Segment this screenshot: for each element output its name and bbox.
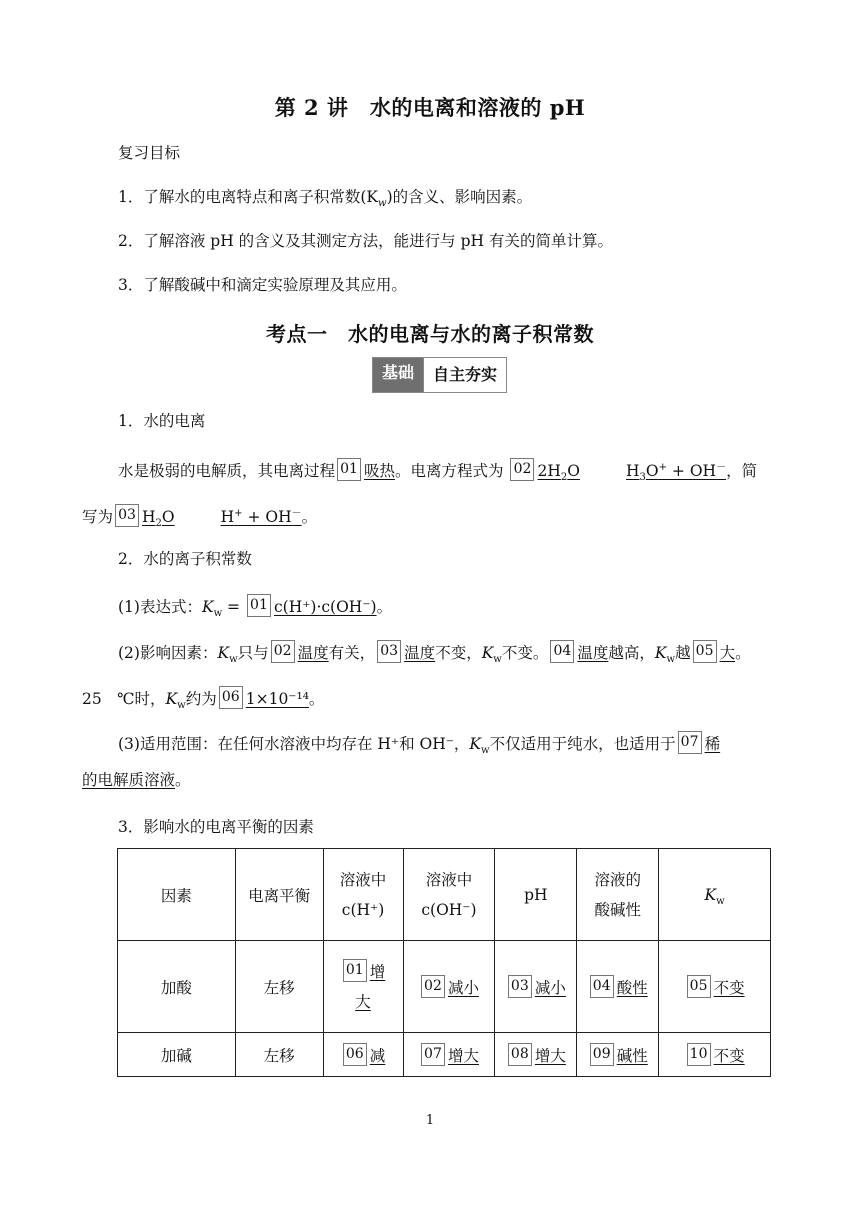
row-cell: 01 增 大 [323,941,403,1033]
goal-item-3: 3．了解酸碱中和滴定实验原理及其应用。 [118,276,407,294]
blank-number: 03 [377,640,401,663]
p2-value-25c: 25 ℃时，$K_w$约为 06 1×10⁻¹⁴。 [82,686,324,710]
row-cell: 02 减小 [403,941,495,1033]
section-badge [372,357,507,393]
section-title: 考点一 水的电离与水的离子积常数 [266,322,594,346]
row-equilibrium: 左移 [235,941,323,1033]
header-cell: 溶液的 酸碱性 [577,849,659,941]
row-factor: 加碱 [118,1033,236,1077]
p1-heading: 1．水的电离 [118,412,206,430]
header-cell: pH [495,849,577,941]
p1-line1: 水是极弱的电解质，其电离过程 01 吸热。电离方程式为 02 $2H_2O$ $H_3O^+ + OH^-$，简 [118,458,757,482]
blank-number: 01 [337,458,361,481]
p2-factors: (2)影响因素：$K_w$只与 02 温度有关， 03 温度不变，$K_w$不变。 04 温度越高，$K_w$越 05 大。 [118,640,751,664]
goal-item-1: 1．了解水的电离特点和离子积常数$(K_w)$的含义、影响因素。 [118,188,533,210]
header-cell: 因素 [118,849,236,941]
row-cell: 09 碱性 [577,1033,659,1077]
blank-number: 02 [510,458,534,481]
lesson-title: 第 2 讲 水的电离和溶液的 pH [274,95,586,120]
page-number: 1 [425,1113,435,1128]
header-cell: $K_w$ [659,849,771,941]
p2-scope: (3)适用范围：在任何水溶液中均存在 H⁺和 OH⁻，$K_w$不仅适用于纯水，也适用于 07 稀 [118,731,720,755]
p2-expression: (1)表达式：$K_w = 01$ c(H⁺)·c(OH⁻)。 [118,594,392,618]
goals-heading: 复习目标 [118,144,181,162]
equation-answer: $H_2O$ H+ + OH－ [142,507,302,530]
row-cell: 05 不变 [659,941,771,1033]
p2-scope-cont: 的电解质溶液。 [82,771,191,789]
blank-number: 07 [678,731,702,754]
header-cell: 电离平衡 [235,849,323,941]
row-cell: 10 不变 [659,1033,771,1077]
p1-line2: 写为 03 $H_2O$ H+ + OH－。 [82,504,317,528]
p2-heading: 2．水的离子积常数 [118,550,252,568]
table-row [118,941,771,1033]
row-cell: 06 减 [323,1033,403,1077]
p3-heading: 3．影响水的电离平衡的因素 [118,818,314,836]
row-equilibrium: 左移 [235,1033,323,1077]
blank-number: 01 [247,594,271,617]
equation-answer: $2H_2O$ $H_3O^+ + OH^-$ [537,461,727,484]
blank-number: 06 [219,686,243,709]
row-cell: 07 增大 [403,1033,495,1077]
header-cell: 溶液中 c(H⁺) [323,849,403,941]
table-row [118,1033,771,1077]
row-cell: 03 减小 [495,941,577,1033]
badge-self-study: 自主夯实 [423,358,506,392]
badge-basic: 基础 [373,358,423,392]
answer-text: c(H⁺)·c(OH⁻) [273,598,377,616]
table-header-row [118,849,771,941]
blank-number: 05 [693,640,717,663]
blank-number: 04 [550,640,574,663]
answer-text: 吸热 [364,462,396,480]
row-cell: 08 增大 [495,1033,577,1077]
goal-item-2: 2．了解溶液 pH 的含义及其测定方法，能进行与 pH 有关的简单计算。 [118,232,613,250]
blank-number: 02 [271,640,295,663]
row-factor: 加酸 [118,941,236,1033]
factors-table [117,848,771,1077]
row-cell: 04 酸性 [577,941,659,1033]
header-cell: 溶液中 c(OH⁻) [403,849,495,941]
blank-number: 03 [115,504,139,527]
